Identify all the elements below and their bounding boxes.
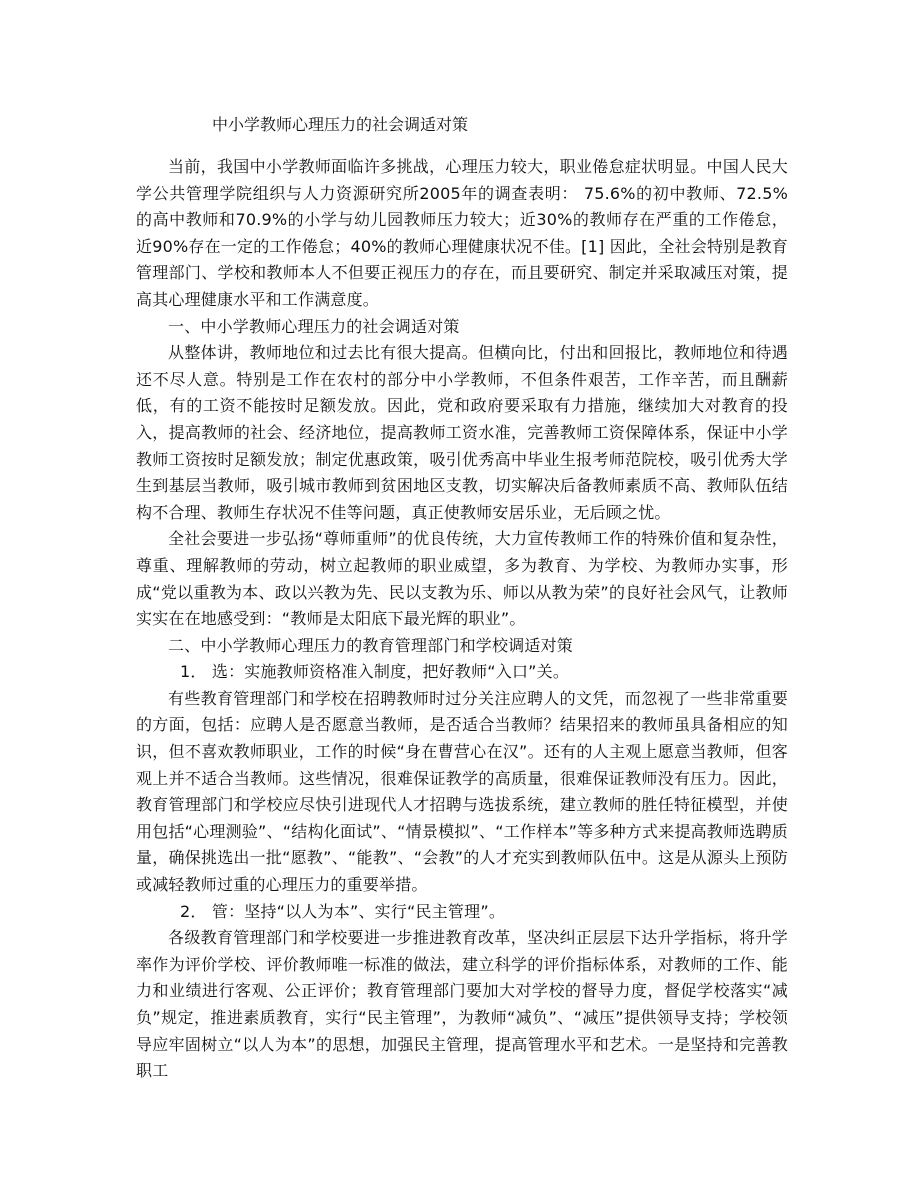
paragraph: 从整体讲，教师地位和过去比有很大提高。但横向比，付出和回报比，教师地位和待遇还不尽人意。特别是工作在农村的部分中小学教师，不但条件艰苦，工作辛苦，而且酬薪低，有的工资不能按时足额发放。因此，党和政府要采取有力措施，继续加大对教育的投入，提高教师的社会、经济地位，提高教师工资水准，完善教师工资保障体系，保证中小学教师工资按时足额发放；制定优惠政策，吸引优秀高中毕业生报考师范院校，吸引优秀大学生到基层当教师，吸引城市教师到贫困地区支教，切实解决后备教师素质不高、教师队伍结构不合理、教师生存状况不佳等问题，真正使教师安居乐业，无后顾之忧。: [136, 343, 788, 522]
paragraph: 当前，我国中小学教师面临许多挑战，心理压力较大，职业倦怠症状明显。中国人民大学公共管理学院组织与人力资源研究所2005年的调查表明： 75.6%的初中教师、72.5%的高中教师和70.9%的小学与幼儿园教师压力较大；近30%的教师存在严重的工作倦怠，近90%存在一定的工作倦怠；40%的教师心理健康状况不佳。[1] 因此，全社会特别是教育管理部门、学校和教师本人不但要正视压力的存在，而且要研究、制定并采取减压对策，提高其心理健康水平和工作满意度。: [136, 157, 788, 309]
list-item: 2． 管：坚持“以人为本”、实行“民主管理”。: [180, 901, 506, 921]
paragraph: 各级教育管理部门和学校要进一步推进教育改革，坚决纠正层层下达升学指标，将升学率作为评价学校、评价教师唯一标准的做法，建立科学的评价指标体系，对教师的工作、能力和业绩进行客观、公正评价；教育管理部门要加大对学校的督导力度，督促学校落实“减负”规定，推进素质教育，实行“民主管理”，为教师“减负”、“减压”提供领导支持；学校领导应牢固树立“以人为本”的思想，加强民主管理，提高管理水平和艺术。一是坚持和完善教职工: [136, 928, 788, 1081]
list-item: 1． 选：实施教师资格准入制度，把好教师“入口”关。: [180, 662, 570, 682]
paragraph: 全社会要进一步弘扬“尊师重师”的优良传统，大力宣传教师工作的特殊价值和复杂性，尊重、理解教师的劳动，树立起教师的职业威望，多为教育、为学校、为教师办实事，形成“党以重教为本、政以兴教为先、民以支教为乐、师以从教为荣”的良好社会风气，让教师实实在在地感受到：“教师是太阳底下最光辉的职业”。: [136, 529, 788, 629]
document-title: 中小学教师心理压力的社会调适对策: [212, 115, 469, 134]
document-body: [136, 154, 788, 1085]
section-heading: 二、中小学教师心理压力的教育管理部门和学校调适对策: [168, 635, 574, 655]
section-heading: 一、中小学教师心理压力的社会调适对策: [168, 316, 460, 336]
paragraph: 有些教育管理部门和学校在招聘教师时过分关注应聘人的文凭，而忽视了一些非常重要的方面，包括：应聘人是否愿意当教师，是否适合当教师？结果招来的教师虽具备相应的知识，但不喜欢教师职业，工作的时候“身在曹营心在汉”。还有的人主观上愿意当教师，但客观上并不适合当教师。这些情况，很难保证教学的高质量，很难保证教师没有压力。因此，教育管理部门和学校应尽快引进现代人才招聘与选拔系统，建立教师的胜任特征模型，并使用包括“心理测验”、“结构化面试”、“情景模拟”、“工作样本”等多种方式来提高教师选聘质量，确保挑选出一批“愿教”、“能教”、“会教”的人才充实到教师队伍中。这是从源头上预防或减轻教师过重的心理压力的重要举措。: [136, 688, 788, 895]
